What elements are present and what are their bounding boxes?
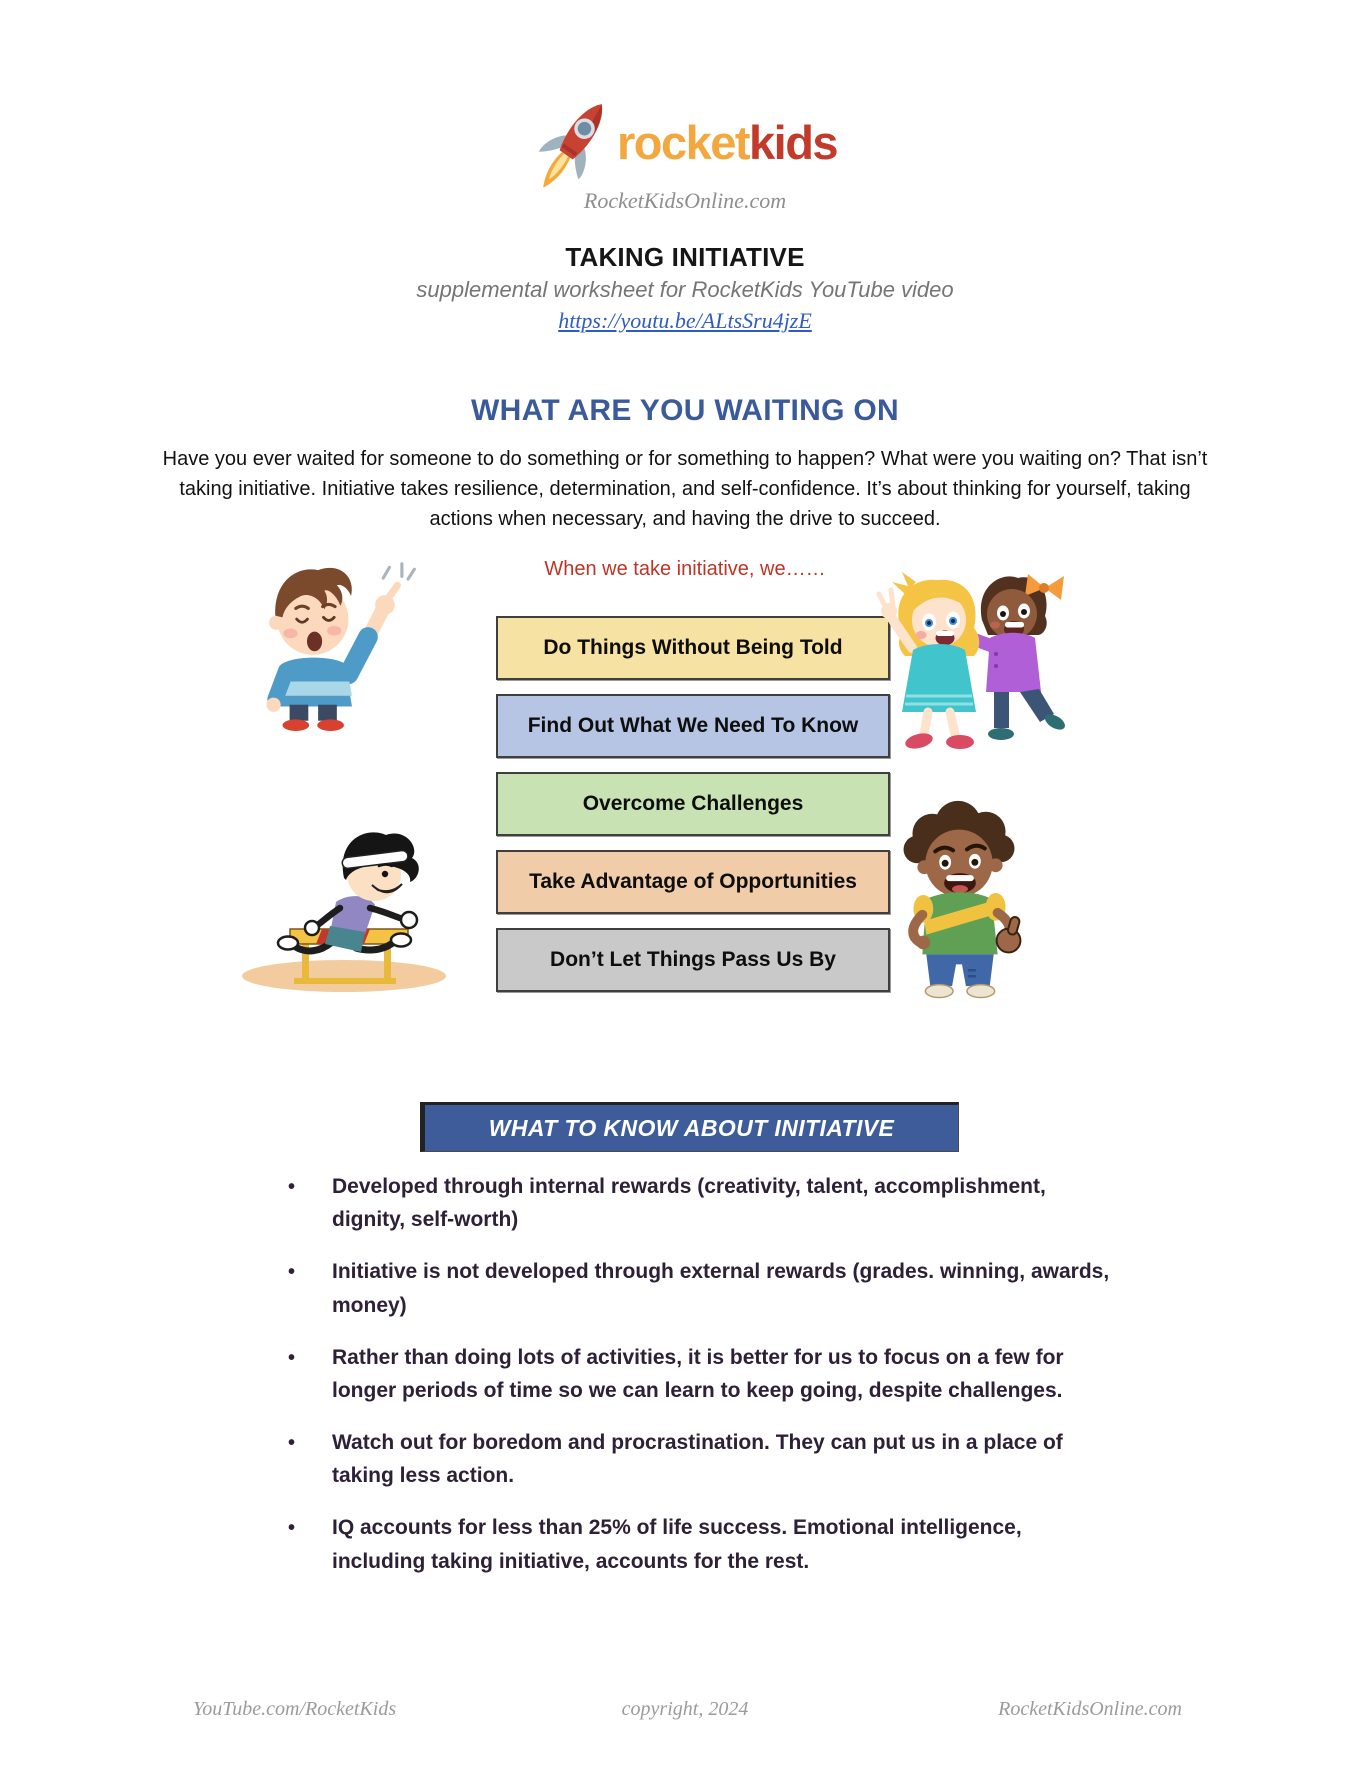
section-heading-waiting: WHAT ARE YOU WAITING ON xyxy=(471,394,899,427)
boy-pointing-up-illustration xyxy=(238,530,433,740)
bullet-text: IQ accounts for less than 25% of life success. Emotional intelligence, including taking initiative, accounts for the rest. xyxy=(332,1516,1022,1573)
bullet-text: Rather than doing lots of activities, it is better for us to focus on a few for longer periods of time so we can learn to keep going, despite challenges. xyxy=(332,1345,1064,1402)
initiative-box: Take Advantage of Opportunities xyxy=(496,850,890,914)
rocketkids-logo xyxy=(0,92,1370,192)
logo-wordmark xyxy=(616,115,838,169)
know-section-banner: WHAT TO KNOW ABOUT INITIATIVE xyxy=(420,1102,959,1152)
initiative-box: Overcome Challenges xyxy=(496,772,890,836)
lead-in-text: When we take initiative, we…… xyxy=(544,558,826,580)
initiative-box: Find Out What We Need To Know xyxy=(496,694,890,758)
intro-paragraph: Have you ever waited for someone to do something or for something to happen? What were you waiting on? That isn’t taking initiative. Initiative takes resilience, determination, and self-confidence. It’s about thinking for yourself, taking actions when necessary, and having the drive to succeed. xyxy=(162,448,1208,530)
bullet-dot: • xyxy=(288,1346,296,1369)
bullet-text: Developed through internal rewards (creativity, talent, accomplishment, dignity, self-worth) xyxy=(332,1175,1046,1232)
logo-word-rocket: rocket xyxy=(616,115,750,169)
bullet-dot: • xyxy=(288,1176,296,1198)
bullet-dot: • xyxy=(288,1517,296,1540)
bullet-text: Watch out for boredom and procrastination. They can put us in a place of taking less action. xyxy=(332,1431,1063,1488)
two-friends-hugging-illustration xyxy=(842,538,1070,758)
bullet-item xyxy=(288,1511,1110,1577)
doc-subtitle: supplemental worksheet for RocketKids YouTube video xyxy=(416,277,954,302)
bullet-dot: • xyxy=(288,1261,296,1284)
footer-youtube: YouTube.com/RocketKids xyxy=(193,1698,397,1720)
footer-copyright: copyright, 2024 xyxy=(621,1698,749,1720)
know-bullet-list xyxy=(288,1170,1110,1597)
bullet-item xyxy=(288,1426,1110,1492)
site-url: RocketKidsOnline.com xyxy=(583,188,787,213)
doc-title: TAKING INITIATIVE xyxy=(565,242,805,272)
bullet-item xyxy=(288,1170,1110,1236)
bullet-item xyxy=(288,1341,1110,1407)
bullet-dot: • xyxy=(288,1432,296,1455)
initiative-box: Do Things Without Being Told xyxy=(496,616,890,680)
logo-word-kids: kids xyxy=(749,115,838,169)
boy-jumping-hurdle-illustration xyxy=(236,792,458,999)
boy-giving-thumbs-up-illustration xyxy=(860,786,1060,1004)
initiative-box: Don’t Let Things Pass Us By xyxy=(496,928,890,992)
bullet-item xyxy=(288,1255,1110,1321)
video-link[interactable]: https://youtu.be/ALtsSru4jzE xyxy=(558,308,812,333)
footer-site: RocketKidsOnline.com xyxy=(998,1698,1182,1720)
rocket-icon xyxy=(533,92,617,192)
bullet-text: Initiative is not developed through external rewards (grades. winning, awards, money) xyxy=(332,1260,1110,1317)
